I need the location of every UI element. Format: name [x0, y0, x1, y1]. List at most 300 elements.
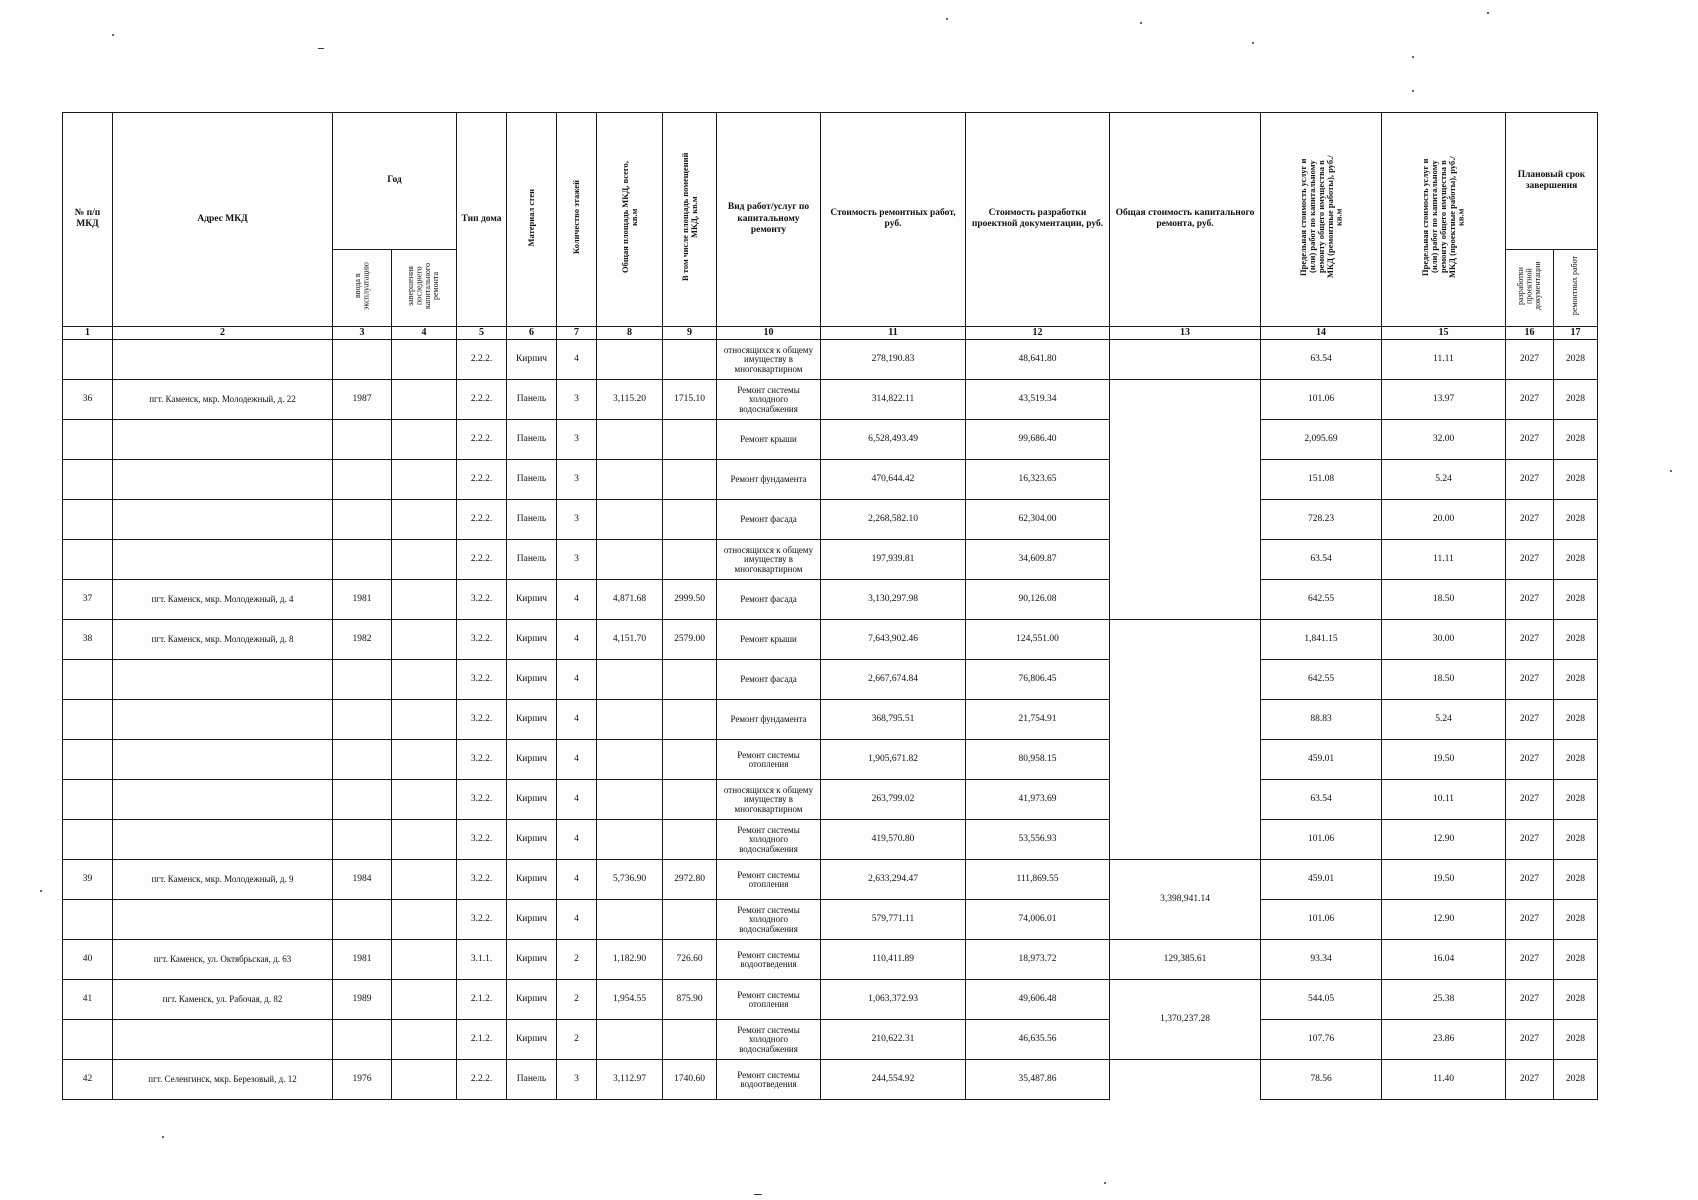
cell-floors: 3 [557, 1060, 597, 1100]
cell-row-number [63, 1020, 113, 1060]
cell-design-deadline: 2027 [1506, 940, 1554, 980]
cell-commission-year [333, 340, 392, 380]
cell-address [113, 740, 333, 780]
cell-commission-year [333, 780, 392, 820]
cell-row-number [63, 700, 113, 740]
cell-floors: 2 [557, 980, 597, 1020]
cell-repair-deadline: 2028 [1554, 420, 1598, 460]
cell-floors: 2 [557, 1020, 597, 1060]
cell-last-repair-year [392, 660, 457, 700]
col-number: 7 [557, 326, 597, 340]
cell-last-repair-year [392, 340, 457, 380]
col-header-house-type: Тип дома [457, 113, 507, 327]
cell-premises-area: 1740.60 [663, 1060, 717, 1100]
cell-total-area [597, 1020, 663, 1060]
cell-last-repair-year [392, 740, 457, 780]
cell-commission-year: 1981 [333, 940, 392, 980]
cell-repair-deadline: 2028 [1554, 700, 1598, 740]
cell-wall-material: Панель [507, 540, 557, 580]
cell-repair-cost: 2,633,294.47 [821, 860, 966, 900]
cell-work-type: Ремонт системы холодного водоснабжения [717, 900, 821, 940]
cell-house-type: 3.1.1. [457, 940, 507, 980]
cell-last-repair-year [392, 540, 457, 580]
col-header-work-type: Вид работ/услуг по капитальному ремонту [717, 113, 821, 327]
repair-program-table [62, 112, 1598, 1100]
col-number: 11 [821, 326, 966, 340]
scan-speck [754, 1194, 762, 1195]
cell-address [113, 460, 333, 500]
cell-design-deadline: 2027 [1506, 660, 1554, 700]
cell-design-cost: 90,126.08 [966, 580, 1110, 620]
cell-repair-deadline: 2028 [1554, 660, 1598, 700]
table-row [63, 780, 1598, 820]
cell-wall-material: Кирпич [507, 780, 557, 820]
cell-design-cost: 49,606.48 [966, 980, 1110, 1020]
cell-house-type: 2.1.2. [457, 1020, 507, 1060]
cell-last-repair-year [392, 780, 457, 820]
cell-address [113, 700, 333, 740]
cell-premises-area [663, 820, 717, 860]
cell-limit-repair: 459.01 [1261, 740, 1382, 780]
cell-design-cost: 41,973.69 [966, 780, 1110, 820]
cell-commission-year [333, 460, 392, 500]
cell-design-deadline: 2027 [1506, 820, 1554, 860]
table-row [63, 900, 1598, 940]
cell-floors: 4 [557, 860, 597, 900]
cell-design-deadline: 2027 [1506, 420, 1554, 460]
cell-limit-repair: 151.08 [1261, 460, 1382, 500]
cell-limit-design: 25.38 [1382, 980, 1506, 1020]
cell-repair-cost: 6,528,493.49 [821, 420, 966, 460]
cell-limit-design: 18.50 [1382, 580, 1506, 620]
cell-design-cost: 34,609.87 [966, 540, 1110, 580]
scan-speck [40, 890, 42, 892]
cell-limit-repair: 63.54 [1261, 340, 1382, 380]
cell-work-type: Ремонт фасада [717, 500, 821, 540]
column-number-row [63, 326, 1598, 340]
cell-floors: 4 [557, 900, 597, 940]
col-header-premises-area-text: В том числе площадь помещений МКД, кв.м [679, 153, 699, 282]
cell-house-type: 3.2.2. [457, 900, 507, 940]
cell-commission-year [333, 500, 392, 540]
cell-limit-design: 10.11 [1382, 780, 1506, 820]
cell-commission-year: 1989 [333, 980, 392, 1020]
cell-commission-year [333, 700, 392, 740]
cell-premises-area [663, 420, 717, 460]
cell-house-type: 3.2.2. [457, 740, 507, 780]
col-number: 13 [1110, 326, 1261, 340]
cell-limit-repair: 101.06 [1261, 820, 1382, 860]
col-subheader-last-repair [392, 250, 457, 327]
cell-row-number [63, 660, 113, 700]
cell-total-area: 4,151.70 [597, 620, 663, 660]
cell-work-type: Ремонт фасада [717, 580, 821, 620]
cell-house-type: 3.2.2. [457, 820, 507, 860]
cell-limit-design: 11.11 [1382, 540, 1506, 580]
col-subheader-design-deadline-text: разработки проектной документации [1515, 261, 1542, 311]
cell-design-deadline: 2027 [1506, 900, 1554, 940]
cell-commission-year: 1984 [333, 860, 392, 900]
col-number: 1 [63, 326, 113, 340]
cell-design-cost: 18,973.72 [966, 940, 1110, 980]
scan-speck [112, 34, 114, 36]
col-subheader-repair-deadline-text: ремонтных работ [1570, 256, 1580, 316]
cell-wall-material: Кирпич [507, 620, 557, 660]
table-row [63, 660, 1598, 700]
scan-speck [1487, 12, 1489, 14]
cell-design-cost: 124,551.00 [966, 620, 1110, 660]
cell-commission-year: 1976 [333, 1060, 392, 1100]
scan-speck [318, 48, 324, 49]
cell-last-repair-year [392, 980, 457, 1020]
cell-row-number: 42 [63, 1060, 113, 1100]
cell-wall-material: Кирпич [507, 900, 557, 940]
cell-row-number: 39 [63, 860, 113, 900]
cell-design-cost: 48,641.80 [966, 340, 1110, 380]
cell-premises-area [663, 700, 717, 740]
scan-speck [1412, 90, 1414, 92]
cell-repair-deadline: 2028 [1554, 780, 1598, 820]
col-header-deadline: Плановый срок завершения [1506, 113, 1598, 250]
cell-wall-material: Панель [507, 500, 557, 540]
cell-floors: 4 [557, 580, 597, 620]
cell-house-type: 2.2.2. [457, 1060, 507, 1100]
cell-commission-year [333, 1020, 392, 1060]
cell-commission-year: 1987 [333, 380, 392, 420]
cell-design-cost: 53,556.93 [966, 820, 1110, 860]
cell-limit-repair: 642.55 [1261, 580, 1382, 620]
cell-premises-area: 1715.10 [663, 380, 717, 420]
col-number: 14 [1261, 326, 1382, 340]
cell-design-deadline: 2027 [1506, 620, 1554, 660]
cell-repair-cost: 368,795.51 [821, 700, 966, 740]
cell-total-cost [1110, 380, 1261, 620]
cell-limit-design: 5.24 [1382, 460, 1506, 500]
table-row [63, 1020, 1598, 1060]
cell-wall-material: Кирпич [507, 820, 557, 860]
cell-total-area: 5,736.90 [597, 860, 663, 900]
cell-address [113, 900, 333, 940]
table-row [63, 500, 1598, 540]
table-row [63, 700, 1598, 740]
cell-total-area [597, 660, 663, 700]
cell-work-type: Ремонт системы холодного водоснабжения [717, 1020, 821, 1060]
cell-total-area [597, 780, 663, 820]
cell-repair-deadline: 2028 [1554, 540, 1598, 580]
cell-row-number: 37 [63, 580, 113, 620]
cell-total-cost [1110, 620, 1261, 860]
col-subheader-commissioning [333, 250, 392, 327]
cell-design-cost: 35,487.86 [966, 1060, 1110, 1100]
col-header-floors [557, 113, 597, 327]
cell-repair-deadline: 2028 [1554, 620, 1598, 660]
table-row [63, 980, 1598, 1020]
cell-limit-design: 19.50 [1382, 860, 1506, 900]
cell-last-repair-year [392, 460, 457, 500]
cell-floors: 3 [557, 380, 597, 420]
col-number: 4 [392, 326, 457, 340]
cell-repair-cost: 419,570.80 [821, 820, 966, 860]
table-row [63, 420, 1598, 460]
cell-wall-material: Кирпич [507, 700, 557, 740]
cell-address [113, 660, 333, 700]
cell-commission-year [333, 540, 392, 580]
cell-design-cost: 76,806.45 [966, 660, 1110, 700]
cell-floors: 4 [557, 340, 597, 380]
cell-commission-year [333, 740, 392, 780]
cell-house-type: 3.2.2. [457, 860, 507, 900]
cell-address: пгт. Каменск, ул. Октябрьская, д. 63 [113, 940, 333, 980]
col-header-address: Адрес МКД [113, 113, 333, 327]
cell-repair-cost: 3,130,297.98 [821, 580, 966, 620]
table-body [63, 340, 1598, 1100]
cell-limit-design: 12.90 [1382, 900, 1506, 940]
cell-premises-area [663, 460, 717, 500]
cell-work-type: Ремонт крыши [717, 620, 821, 660]
cell-repair-deadline: 2028 [1554, 1020, 1598, 1060]
cell-address: пгт. Каменск, ул. Рабочая, д. 82 [113, 980, 333, 1020]
cell-house-type: 2.2.2. [457, 340, 507, 380]
cell-total-area [597, 340, 663, 380]
cell-floors: 3 [557, 540, 597, 580]
col-header-limit-design-text: Предельная стоимость услуг и (или) работ по капитальному ремонту общего имущества в МКД (проектные работы), руб./кв.м [1420, 156, 1466, 279]
cell-limit-repair: 459.01 [1261, 860, 1382, 900]
cell-address [113, 1020, 333, 1060]
cell-wall-material: Кирпич [507, 740, 557, 780]
cell-address: пгт. Селенгинск, мкр. Березовый, д. 12 [113, 1060, 333, 1100]
cell-design-deadline: 2027 [1506, 700, 1554, 740]
col-number: 3 [333, 326, 392, 340]
cell-row-number: 38 [63, 620, 113, 660]
cell-work-type: Ремонт фундамента [717, 700, 821, 740]
cell-total-cost [1110, 1060, 1261, 1100]
cell-commission-year: 1982 [333, 620, 392, 660]
cell-address: пгт. Каменск, мкр. Молодежный, д. 9 [113, 860, 333, 900]
cell-address [113, 820, 333, 860]
cell-work-type: Ремонт системы водоотведения [717, 1060, 821, 1100]
cell-total-area [597, 500, 663, 540]
cell-design-cost: 99,686.40 [966, 420, 1110, 460]
cell-limit-repair: 1,841.15 [1261, 620, 1382, 660]
cell-repair-deadline: 2028 [1554, 1060, 1598, 1100]
cell-limit-repair: 728.23 [1261, 500, 1382, 540]
cell-wall-material: Кирпич [507, 980, 557, 1020]
cell-wall-material: Кирпич [507, 660, 557, 700]
table-row [63, 340, 1598, 380]
cell-work-type: Ремонт системы холодного водоснабжения [717, 820, 821, 860]
scan-speck [1252, 42, 1254, 44]
cell-total-area [597, 540, 663, 580]
col-number: 17 [1554, 326, 1598, 340]
cell-limit-design: 11.11 [1382, 340, 1506, 380]
cell-limit-design: 5.24 [1382, 700, 1506, 740]
cell-work-type: относящихся к общему имуществу в многоквартирном [717, 780, 821, 820]
cell-repair-cost: 579,771.11 [821, 900, 966, 940]
cell-repair-deadline: 2028 [1554, 380, 1598, 420]
cell-wall-material: Панель [507, 1060, 557, 1100]
table-row [63, 460, 1598, 500]
cell-house-type: 3.2.2. [457, 580, 507, 620]
cell-row-number [63, 420, 113, 460]
cell-house-type: 3.2.2. [457, 780, 507, 820]
cell-limit-design: 11.40 [1382, 1060, 1506, 1100]
cell-total-area: 4,871.68 [597, 580, 663, 620]
col-number: 12 [966, 326, 1110, 340]
cell-work-type: Ремонт системы отопления [717, 860, 821, 900]
col-header-year: Год [333, 113, 457, 250]
cell-work-type: Ремонт системы водоотведения [717, 940, 821, 980]
col-number: 16 [1506, 326, 1554, 340]
cell-limit-design: 13.97 [1382, 380, 1506, 420]
col-header-design-cost: Стоимость разработки проектной документации, руб. [966, 113, 1110, 327]
col-header-total-area-text: Общая площадь МКД, всего, кв.м [619, 161, 639, 274]
cell-house-type: 2.2.2. [457, 420, 507, 460]
cell-repair-deadline: 2028 [1554, 940, 1598, 980]
cell-repair-cost: 244,554.92 [821, 1060, 966, 1100]
cell-repair-cost: 210,622.31 [821, 1020, 966, 1060]
table-row [63, 820, 1598, 860]
cell-commission-year [333, 660, 392, 700]
table-row [63, 940, 1598, 980]
cell-floors: 3 [557, 420, 597, 460]
cell-floors: 4 [557, 700, 597, 740]
cell-row-number [63, 900, 113, 940]
cell-premises-area: 875.90 [663, 980, 717, 1020]
cell-premises-area [663, 900, 717, 940]
cell-floors: 4 [557, 660, 597, 700]
table-row [63, 380, 1598, 420]
cell-limit-repair: 107.76 [1261, 1020, 1382, 1060]
cell-floors: 4 [557, 820, 597, 860]
cell-total-area [597, 420, 663, 460]
cell-work-type: относящихся к общему имуществу в многоквартирном [717, 340, 821, 380]
cell-row-number: 41 [63, 980, 113, 1020]
cell-commission-year [333, 820, 392, 860]
cell-design-deadline: 2027 [1506, 340, 1554, 380]
cell-row-number [63, 780, 113, 820]
cell-work-type: Ремонт системы отопления [717, 980, 821, 1020]
cell-wall-material: Кирпич [507, 940, 557, 980]
cell-repair-deadline: 2028 [1554, 460, 1598, 500]
cell-last-repair-year [392, 700, 457, 740]
cell-wall-material: Панель [507, 460, 557, 500]
cell-wall-material: Кирпич [507, 580, 557, 620]
cell-repair-deadline: 2028 [1554, 860, 1598, 900]
cell-row-number [63, 820, 113, 860]
cell-limit-design: 32.00 [1382, 420, 1506, 460]
cell-last-repair-year [392, 620, 457, 660]
cell-floors: 2 [557, 940, 597, 980]
cell-total-area [597, 900, 663, 940]
cell-repair-cost: 263,799.02 [821, 780, 966, 820]
table-row [63, 860, 1598, 900]
cell-house-type: 2.2.2. [457, 380, 507, 420]
cell-design-cost: 43,519.34 [966, 380, 1110, 420]
cell-total-area [597, 740, 663, 780]
cell-premises-area [663, 500, 717, 540]
cell-design-deadline: 2027 [1506, 860, 1554, 900]
col-header-num: № п/п МКД [63, 113, 113, 327]
cell-design-cost: 46,635.56 [966, 1020, 1110, 1060]
col-subheader-design-deadline [1506, 250, 1554, 327]
cell-premises-area: 2999.50 [663, 580, 717, 620]
cell-design-deadline: 2027 [1506, 1060, 1554, 1100]
scan-speck [1670, 470, 1672, 472]
cell-wall-material: Кирпич [507, 340, 557, 380]
cell-row-number: 40 [63, 940, 113, 980]
scan-speck [1104, 1182, 1106, 1184]
col-subheader-commissioning-text: ввода в эксплуатацию [352, 262, 370, 310]
cell-design-deadline: 2027 [1506, 1020, 1554, 1060]
cell-row-number [63, 460, 113, 500]
cell-last-repair-year [392, 820, 457, 860]
cell-last-repair-year [392, 580, 457, 620]
cell-design-cost: 80,958.15 [966, 740, 1110, 780]
cell-design-deadline: 2027 [1506, 980, 1554, 1020]
cell-work-type: Ремонт крыши [717, 420, 821, 460]
cell-premises-area [663, 1020, 717, 1060]
cell-repair-cost: 2,667,674.84 [821, 660, 966, 700]
cell-limit-design: 18.50 [1382, 660, 1506, 700]
cell-commission-year [333, 900, 392, 940]
cell-limit-repair: 101.06 [1261, 380, 1382, 420]
cell-last-repair-year [392, 900, 457, 940]
cell-floors: 4 [557, 740, 597, 780]
cell-repair-deadline: 2028 [1554, 740, 1598, 780]
cell-address [113, 780, 333, 820]
cell-repair-deadline: 2028 [1554, 820, 1598, 860]
scan-speck [1412, 56, 1414, 58]
cell-house-type: 2.1.2. [457, 980, 507, 1020]
scan-speck [1140, 22, 1142, 24]
cell-limit-design: 16.04 [1382, 940, 1506, 980]
cell-design-cost: 21,754.91 [966, 700, 1110, 740]
cell-repair-cost: 470,644.42 [821, 460, 966, 500]
cell-design-deadline: 2027 [1506, 500, 1554, 540]
cell-repair-cost: 1,063,372.93 [821, 980, 966, 1020]
col-header-wall-material [507, 113, 557, 327]
cell-wall-material: Кирпич [507, 860, 557, 900]
col-number: 6 [507, 326, 557, 340]
cell-limit-design: 19.50 [1382, 740, 1506, 780]
cell-total-area: 3,115.20 [597, 380, 663, 420]
cell-limit-repair: 544.05 [1261, 980, 1382, 1020]
cell-design-cost: 111,869.55 [966, 860, 1110, 900]
cell-total-cost: 129,385.61 [1110, 940, 1261, 980]
cell-limit-repair: 642.55 [1261, 660, 1382, 700]
cell-work-type: Ремонт системы холодного водоснабжения [717, 380, 821, 420]
cell-wall-material: Панель [507, 420, 557, 460]
cell-commission-year: 1981 [333, 580, 392, 620]
cell-last-repair-year [392, 940, 457, 980]
cell-premises-area: 2579.00 [663, 620, 717, 660]
cell-address: пгт. Каменск, мкр. Молодежный, д. 4 [113, 580, 333, 620]
cell-limit-repair: 63.54 [1261, 540, 1382, 580]
cell-limit-design: 30.00 [1382, 620, 1506, 660]
cell-repair-deadline: 2028 [1554, 580, 1598, 620]
cell-house-type: 3.2.2. [457, 660, 507, 700]
col-header-total-cost: Общая стоимость капитального ремонта, руб. [1110, 113, 1261, 327]
cell-row-number: 36 [63, 380, 113, 420]
table-row [63, 1060, 1598, 1100]
table-header [63, 113, 1598, 340]
cell-total-area [597, 460, 663, 500]
cell-design-deadline: 2027 [1506, 580, 1554, 620]
cell-last-repair-year [392, 1060, 457, 1100]
cell-limit-repair: 2,095.69 [1261, 420, 1382, 460]
cell-design-deadline: 2027 [1506, 780, 1554, 820]
cell-total-area: 3,112.97 [597, 1060, 663, 1100]
